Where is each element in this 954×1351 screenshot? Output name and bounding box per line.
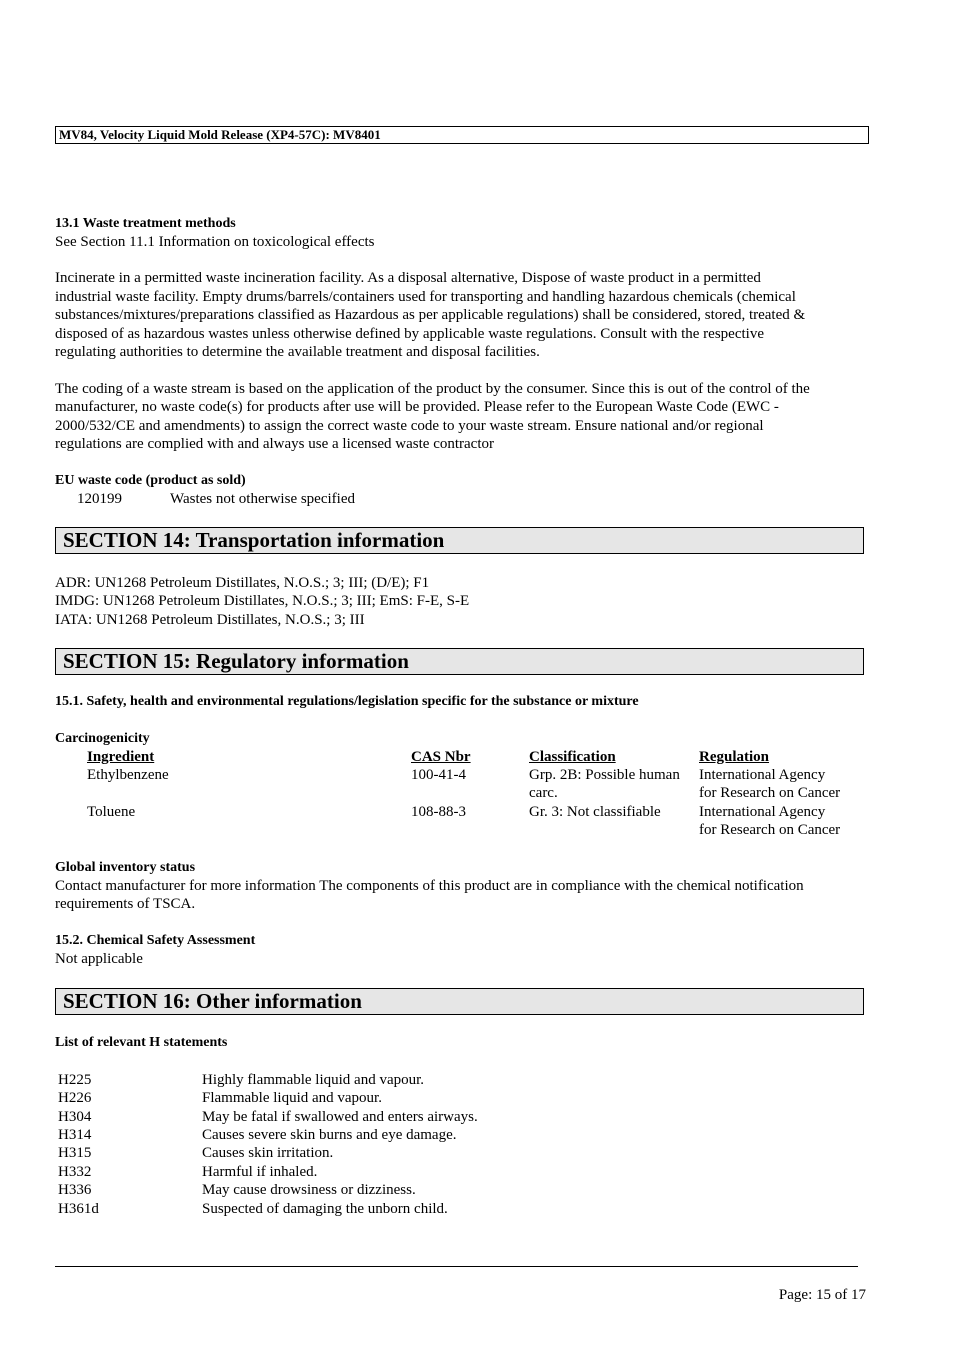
h-text: Suspected of damaging the unborn child. — [202, 1201, 448, 1217]
col-regulation: Regulation — [699, 749, 770, 765]
row-2-ingredient: Toluene — [87, 804, 136, 820]
col-ingredient: Ingredient — [87, 749, 155, 765]
row-1-cas: 100-41-4 — [411, 767, 466, 783]
iata-line: IATA: UN1268 Petroleum Distillates, N.O.S.; 3; III — [55, 612, 365, 628]
waste-treatment-heading: 13.1 Waste treatment methods — [55, 216, 236, 231]
inventory-line-2: requirements of TSCA. — [55, 896, 196, 912]
row-2-cas: 108-88-3 — [411, 804, 466, 820]
h-code: H225 — [58, 1072, 92, 1088]
coding-line-4: regulations are complied with and always use a licensed waste contractor — [55, 436, 495, 452]
section-14-title: SECTION 14: Transportation information — [55, 527, 864, 554]
document-header: MV84, Velocity Liquid Mold Release (XP4-57C): MV8401 — [55, 126, 869, 144]
imdg-line: IMDG: UN1268 Petroleum Distillates, N.O.S.; 3; III; EmS: F-E, S-E — [55, 593, 470, 609]
coding-line-1: The coding of a waste stream is based on the application of the product by the consumer. Since this is out of the control of the — [55, 381, 810, 397]
h-text: Causes skin irritation. — [202, 1145, 334, 1161]
eu-waste-code-heading: EU waste code (product as sold) — [55, 473, 246, 488]
h-code: H332 — [58, 1164, 92, 1180]
h-code: H314 — [58, 1127, 92, 1143]
h-statements-heading: List of relevant H statements — [55, 1035, 228, 1050]
regulations-heading: 15.1. Safety, health and environmental regulations/legislation specific for the substance or mixture — [55, 694, 639, 709]
h-text: Flammable liquid and vapour. — [202, 1090, 382, 1106]
disposal-line-2: industrial waste facility. Empty drums/barrels/containers used for transporting and handling hazardous chemicals (chemical — [55, 289, 796, 305]
h-text: May cause drowsiness or dizziness. — [202, 1182, 416, 1198]
h-text: Harmful if inhaled. — [202, 1164, 318, 1180]
section-16-title: SECTION 16: Other information — [55, 988, 864, 1015]
row-1-classification-cont: carc. — [529, 785, 558, 801]
row-2-regulation: International Agency — [699, 804, 826, 820]
eu-waste-code: 120199 — [77, 491, 122, 507]
carcinogenicity-heading: Carcinogenicity — [55, 731, 150, 746]
coding-line-3: 2000/532/CE and amendments) to assign the correct waste code to your waste stream. Ensure national and/or regional — [55, 418, 764, 434]
see-section-text: See Section 11.1 Information on toxicological effects — [55, 234, 375, 250]
disposal-line-3: substances/mixtures/preparations classified as Hazardous as per applicable regulations) shall be considered, stored, treated & — [55, 307, 806, 323]
h-code: H336 — [58, 1182, 92, 1198]
row-1-classification: Grp. 2B: Possible human — [529, 767, 680, 783]
h-code: H304 — [58, 1109, 92, 1125]
h-code: H361d — [58, 1201, 99, 1217]
disposal-line-1: Incinerate in a permitted waste incineration facility. As a disposal alternative, Dispose of waste product in a permitted — [55, 270, 761, 286]
col-classification: Classification — [529, 749, 616, 765]
row-2-regulation-cont: for Research on Cancer — [699, 822, 841, 838]
h-code: H315 — [58, 1145, 92, 1161]
row-1-ingredient: Ethylbenzene — [87, 767, 169, 783]
h-text: Causes severe skin burns and eye damage. — [202, 1127, 457, 1143]
h-text: May be fatal if swallowed and enters airways. — [202, 1109, 478, 1125]
h-code: H226 — [58, 1090, 92, 1106]
row-1-regulation: International Agency — [699, 767, 826, 783]
coding-line-2: manufacturer, no waste code(s) for products after use will be provided. Please refer to the European Waste Code (EWC - — [55, 399, 779, 415]
disposal-line-4: disposed of as hazardous wastes unless otherwise defined by applicable waste regulations. Consult with the respective — [55, 326, 764, 342]
section-15-title: SECTION 15: Regulatory information — [55, 648, 864, 675]
row-2-classification: Gr. 3: Not classifiable — [529, 804, 661, 820]
row-1-regulation-cont: for Research on Cancer — [699, 785, 841, 801]
disposal-line-5: regulating authorities to determine the available treatment and disposal facilities. — [55, 344, 540, 360]
h-text: Highly flammable liquid and vapour. — [202, 1072, 425, 1088]
inventory-heading: Global inventory status — [55, 860, 196, 875]
inventory-line-1: Contact manufacturer for more information The components of this product are in compliance with the chemical notification — [55, 878, 804, 894]
col-cas: CAS Nbr — [411, 749, 471, 765]
adr-line: ADR: UN1268 Petroleum Distillates, N.O.S.; 3; III; (D/E); F1 — [55, 575, 430, 591]
csa-heading: 15.2. Chemical Safety Assessment — [55, 933, 256, 948]
csa-text: Not applicable — [55, 951, 143, 967]
eu-waste-description: Wastes not otherwise specified — [170, 491, 355, 507]
page-number: Page: 15 of 17 — [778, 1287, 866, 1303]
footer-divider — [55, 1266, 858, 1267]
